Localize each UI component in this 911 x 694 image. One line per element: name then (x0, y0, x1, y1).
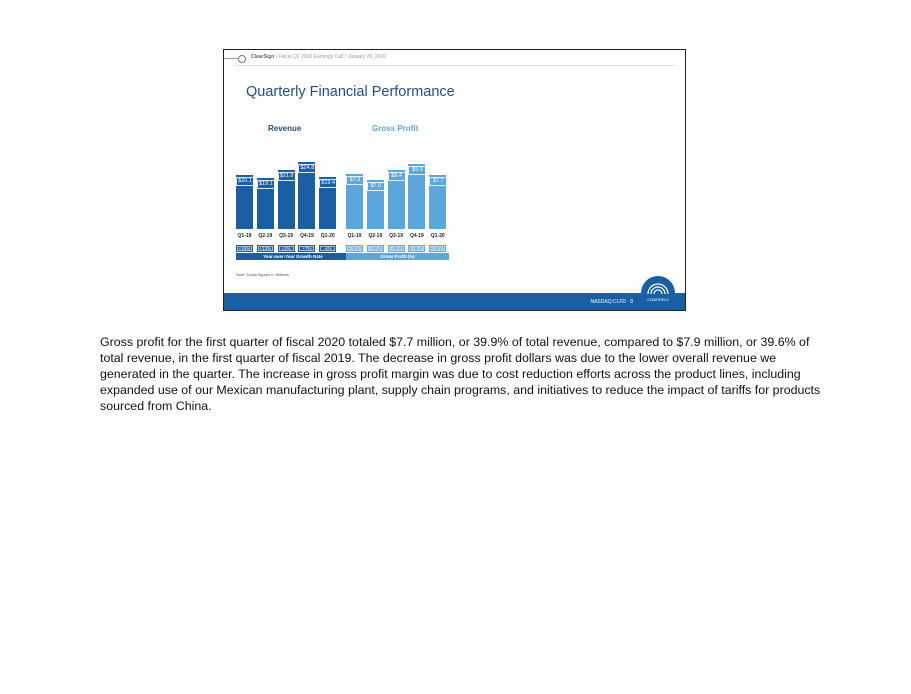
slide-header (251, 54, 386, 60)
revenue-bar (278, 170, 295, 229)
cell-border (347, 246, 362, 251)
gross-profit-bar (429, 175, 446, 229)
cell-border (237, 246, 252, 251)
gross-profit-pct-caption: Gross Profit (%) (346, 253, 449, 260)
cell-border (389, 246, 404, 251)
header-event: Fiscal Q1 2020 Earnings Call (278, 54, 344, 60)
header-date: January 29, 2020 (347, 54, 387, 60)
growth-rate-cell: +7% (298, 245, 315, 252)
growth-rate-cell: +13% (257, 245, 274, 252)
x-tick-label: Q1-20 (430, 233, 445, 239)
growth-rate-cell: -4% (319, 245, 336, 252)
x-tick-label: Q1-19 (347, 233, 362, 239)
bar-value-label: $24.8 (298, 164, 316, 173)
company-logo (641, 276, 675, 310)
logo-arc-icon (647, 282, 669, 294)
cell-border (299, 246, 314, 251)
cell-border (258, 246, 273, 251)
cell-border (320, 246, 335, 251)
header-sep-1: / (275, 54, 278, 60)
gross-profit-chart-title: Gross Profit (372, 124, 419, 133)
cell-border (279, 246, 294, 251)
bar-value-label: $20.1 (236, 177, 254, 186)
cell-border (409, 246, 424, 251)
x-tick-label: Q3-19 (389, 233, 404, 239)
revenue-bar (298, 162, 315, 229)
bar-value-label: $19.4 (319, 179, 337, 188)
x-tick-label: Q1-20 (320, 233, 335, 239)
gross-profit-bar (408, 164, 425, 229)
x-tick-label: Q4-19 (409, 233, 424, 239)
slide-title: Quarterly Financial Performance (246, 84, 455, 100)
footer-page: 8 (630, 299, 633, 305)
header-rule (234, 65, 675, 66)
revenue-bar (236, 175, 253, 229)
gross-profit-bar (388, 170, 405, 229)
growth-rate-cell: +2% (278, 245, 295, 252)
bar-value-label: $9.3 (408, 166, 426, 175)
gross-margin-cell: 36.8% (367, 245, 384, 252)
revenue-chart-title: Revenue (268, 124, 302, 133)
gross-margin-cell: 39.9% (429, 245, 446, 252)
cell-border (368, 246, 383, 251)
header-circle-icon (238, 55, 246, 63)
bar-value-label: $19.1 (257, 180, 275, 189)
x-tick-label: Q4-19 (299, 233, 314, 239)
gross-margin-cell: 38.8% (408, 245, 425, 252)
cell-border (430, 246, 445, 251)
slide-thumbnail (223, 49, 686, 311)
revenue-bar (257, 178, 274, 229)
growth-rate-cell: +19% (236, 245, 253, 252)
header-company: ClearSign (251, 54, 275, 60)
revenue-growth-caption: Year-over-Year Growth Rate (236, 253, 350, 260)
bar-value-label: $8.4 (388, 172, 406, 181)
header-sep-2: / (344, 54, 347, 60)
footer-ticker (590, 299, 633, 305)
x-tick-label: Q1-19 (237, 233, 252, 239)
x-tick-label: Q2-19 (368, 233, 383, 239)
x-tick-label: Q3-19 (279, 233, 294, 239)
bar-value-label: $7.9 (346, 176, 364, 185)
gross-profit-bar (367, 180, 384, 229)
gross-margin-cell: 38.4% (388, 245, 405, 252)
logo-text: CLEARFIELD (647, 298, 669, 302)
gross-profit-bar (346, 174, 363, 229)
header-rule-left (224, 58, 238, 59)
footer-exchange: NASDAQ:CLFD (590, 299, 627, 305)
gross-margin-cell: 39.6% (346, 245, 363, 252)
dollar-note: Note: Dollar figures in Millions (236, 272, 289, 277)
body-paragraph: Gross profit for the first quarter of fiscal 2020 totaled $7.7 million, or 39.9% of total revenue, compared to $7.9 million, or 39.6% of total revenue, in the first quarter of fiscal 2019. The decrease in gross profit dollars was due to the lower overall revenue we generated in the quarter. The increase in gross profit margin was due to cost reduction efforts across the product lines, including expanded use of our Mexican manufacturing plant, supply chain programs, and initiatives to reduce the impact of tariffs for products sourced from China. (100, 335, 821, 413)
revenue-bar (319, 177, 336, 229)
bar-value-label: $7.7 (429, 177, 447, 186)
bar-value-label: $7.0 (367, 182, 385, 191)
x-tick-label: Q2-19 (258, 233, 273, 239)
bar-value-label: $21.9 (278, 172, 296, 181)
